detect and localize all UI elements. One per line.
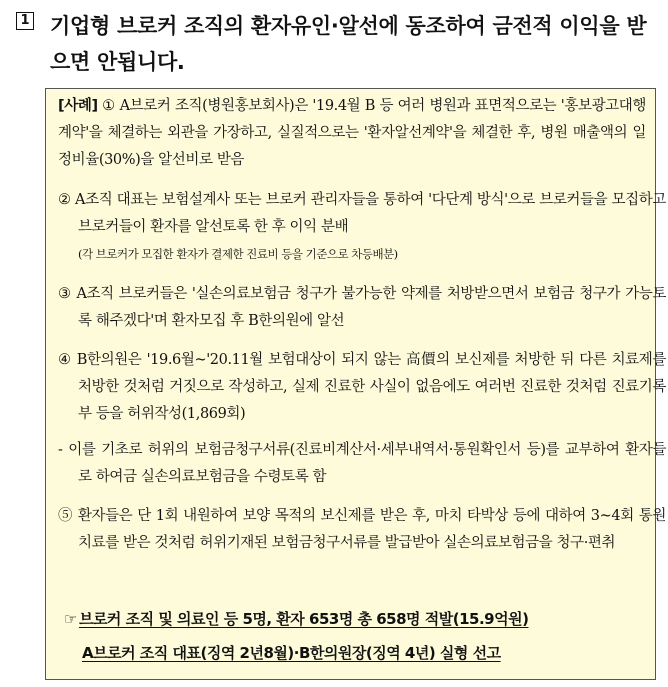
- case-result-text: A브로커 조직 대표(징역 2년8월)·B한의원장(징역 4년) 실형 선고: [82, 644, 501, 662]
- case-label: [사례]: [58, 98, 98, 114]
- section-number: 1: [16, 12, 34, 30]
- case-result-text: 브로커 조직 및 의료인 등 5명, 환자 653명 총 658명 적발(15.9억원): [78, 610, 529, 628]
- case-box: [45, 88, 667, 680]
- case-item-note: (각 브로커가 모집한 환자가 결제한 진료비 등을 기준으로 차등배분): [78, 247, 398, 261]
- case-item-3: [58, 281, 666, 335]
- case-item-text: A조직 브로커들은 '실손의료보험금 청구가 불가능한 약제를 처방받으면서 보험금 청구가 가능토록 해주겠다'며 환자모집 후 B한의원에 알선: [76, 286, 666, 329]
- case-item-5: [58, 503, 666, 557]
- case-item-marker: ①: [102, 98, 116, 114]
- case-item-marker: ③: [58, 286, 72, 302]
- case-item-4: [58, 347, 666, 428]
- case-item-marker: -: [58, 442, 63, 458]
- case-item-text: A브로커 조직(병원홍보회사)은 '19.4월 B 등 여러 병원과 표면적으로는 '홍보광고대행계약'을 체결하는 외관을 가장하고, 실질적으로는 '환자알선계약'을 체결한 후, 병원 매출액의 일정비율(30%)을 알선비로 받음: [58, 98, 646, 168]
- pointing-hand-icon: ☞: [64, 610, 77, 628]
- case-item-text: 이를 기초로 허위의 보험금청구서류(진료비계산서·세부내역서·통원확인서 등)를 교부하여 환자들로 하여금 실손의료보험금을 수령토록 함: [68, 442, 666, 485]
- case-item-text: 환자들은 단 1회 내원하여 보양 목적의 보신제를 받은 후, 마치 타박상 등에 대하여 3~4회 통원치료를 받은 것처럼 허위기재된 보험금청구서류를 발급받아 실손의료보험금을 청구·편취: [77, 508, 666, 551]
- case-item-marker: ④: [58, 352, 72, 368]
- section-title: 기업형 브로커 조직의 환자유인·알선에 동조하여 금전적 이익을 받으면 안됩니다.: [50, 14, 647, 74]
- case-item-2: [58, 187, 666, 268]
- case-item-1: [58, 93, 646, 174]
- case-item-marker: ⑤: [58, 508, 73, 524]
- case-item-marker: ②: [58, 192, 71, 208]
- case-item-text: A조직 대표는 보험설계사 또는 브로커 관리자들을 통하여 '다단계 방식'으로 브로커들을 모집하고 브로커들이 환자를 알선토록 한 후 이익 분배: [75, 192, 666, 235]
- case-item-4-sub: [58, 437, 666, 491]
- case-result-line-1: [64, 605, 644, 633]
- case-result-line-2: [64, 639, 644, 667]
- case-item-text: B한의원은 '19.6월~'20.11월 보험대상이 되지 않는 高價의 보신제를 처방한 뒤 다른 치료제를 처방한 것처럼 거짓으로 작성하고, 실제 진료한 사실이 없음에도 여러번 진료한 것처럼 진료기록부 등을 허위작성(1,869회): [76, 352, 667, 422]
